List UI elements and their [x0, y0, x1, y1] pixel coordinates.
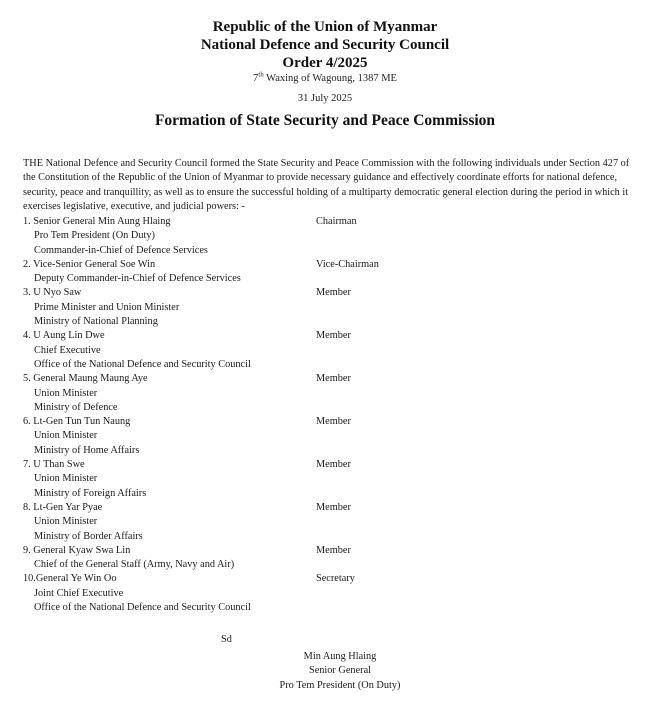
- member-entry: [23, 372, 633, 415]
- member-list: [23, 215, 633, 615]
- member-detail: Joint Chief Executive: [34, 587, 124, 599]
- signature-block: [260, 650, 420, 693]
- document-title: Formation of State Security and Peace Commission: [154, 112, 496, 129]
- member-detail: Ministry of Defence: [34, 401, 118, 413]
- header-council: National Defence and Security Council: [200, 37, 450, 53]
- signatory-rank: Senior General: [308, 665, 372, 677]
- member-detail: Union Minister: [34, 387, 98, 399]
- member-detail: Office of the National Defence and Security Council: [34, 358, 251, 370]
- member-entry: [23, 572, 633, 615]
- member-entry: [23, 415, 633, 458]
- member-detail: Chief of the General Staff (Army, Navy and Air): [34, 559, 235, 571]
- member-role: Member: [316, 459, 351, 471]
- member-role: Member: [316, 330, 351, 342]
- member-detail: Commander-in-Chief of Defence Services: [34, 244, 208, 256]
- signatory-name: Min Aung Hlaing: [303, 651, 377, 662]
- member-role: Member: [316, 501, 351, 513]
- member-detail: Chief Executive: [34, 344, 101, 356]
- member-detail: Ministry of Border Affairs: [34, 530, 143, 542]
- member-name: 2. Vice-Senior General Soe Win: [23, 258, 156, 270]
- member-role: Member: [316, 544, 351, 556]
- document-header: [0, 18, 650, 130]
- member-name: 6. Lt-Gen Tun Tun Naung: [23, 416, 131, 428]
- member-detail: Prime Minister and Union Minister: [34, 301, 180, 313]
- member-role: Vice-Chairman: [316, 258, 379, 270]
- member-role: Secretary: [316, 573, 355, 585]
- member-name: 10.General Ye Win Oo: [23, 573, 117, 585]
- member-detail: Union Minister: [34, 516, 98, 528]
- member-entry: [23, 215, 633, 258]
- member-detail: Union Minister: [34, 473, 98, 485]
- header-myanmar-date: 7th Waxing of Wagoung, 1387 ME: [253, 70, 397, 84]
- member-role: Member: [316, 287, 351, 299]
- member-entry: [23, 544, 633, 573]
- header-order-number: Order 4/2025: [282, 55, 368, 71]
- member-detail: Ministry of Home Affairs: [34, 444, 140, 456]
- signatory-title: Pro Tem President (On Duty): [279, 679, 401, 691]
- member-name: 1. Senior General Min Aung Hlaing: [23, 216, 171, 227]
- member-role: Member: [316, 373, 351, 385]
- member-detail: Deputy Commander-in-Chief of Defence Services: [34, 273, 241, 285]
- member-detail: Union Minister: [34, 430, 98, 442]
- member-entry: [23, 286, 633, 329]
- member-detail: Ministry of National Planning: [34, 316, 158, 328]
- intro-paragraph: THE National Defence and Security Council formed the State Security and Peace Commission with the following individuals under Section 427 of the Constitution of the Republic of the Union of Myanmar to provide necessary guidance and effectively coordinate efforts for national defence, security, peace and tranquillity, as well as to ensure the successful holding of a multiparty democratic general election during the period in which it exercises legislative, executive, and judicial powers: -: [23, 158, 630, 212]
- member-name: 8. Lt-Gen Yar Pyae: [23, 501, 103, 513]
- member-name: 5. General Maung Maung Aye: [23, 373, 148, 385]
- member-name: 4. U Aung Lin Dwe: [23, 330, 105, 342]
- member-name: 3. U Nyo Saw: [23, 287, 82, 299]
- header-gregorian-date: 31 July 2025: [297, 93, 353, 104]
- member-detail: Pro Tem President (On Duty): [34, 230, 155, 242]
- member-name: 9. General Kyaw Swa Lin: [23, 544, 131, 556]
- member-entry: [23, 329, 633, 372]
- member-role: Member: [316, 416, 351, 428]
- member-entry: [23, 258, 633, 287]
- member-detail: Ministry of Foreign Affairs: [34, 487, 147, 499]
- member-entry: [23, 458, 633, 501]
- signed-mark: Sd: [221, 634, 232, 645]
- member-name: 7. U Than Swe: [23, 459, 85, 471]
- member-role: Chairman: [316, 216, 357, 227]
- member-entry: [23, 501, 633, 544]
- header-republic: Republic of the Union of Myanmar: [212, 19, 438, 35]
- member-detail: Office of the National Defence and Security Council: [34, 602, 251, 614]
